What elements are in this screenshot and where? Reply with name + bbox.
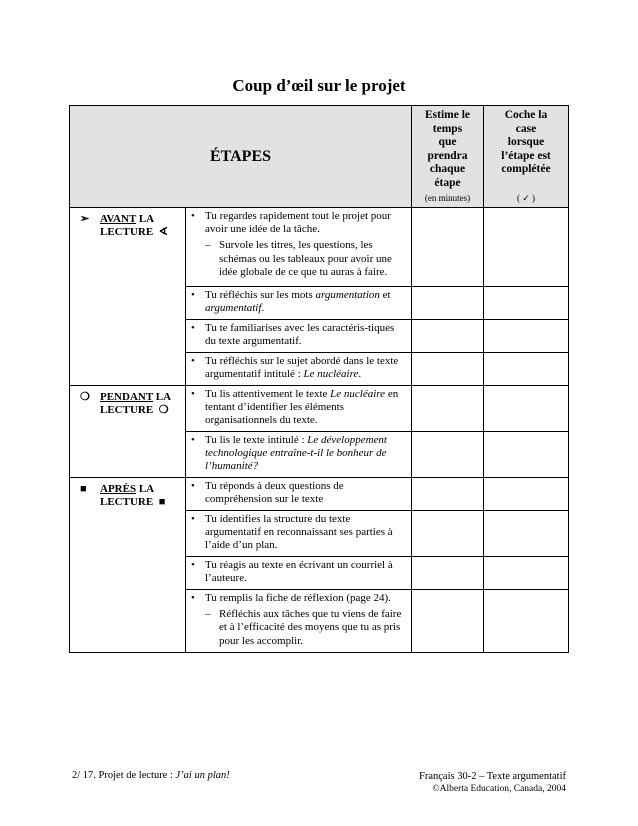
estimate-cell[interactable] — [412, 432, 484, 478]
page-title: Coup d’œil sur le projet — [232, 76, 406, 95]
table-row — [70, 386, 569, 432]
estimate-cell[interactable] — [412, 386, 484, 432]
table-header — [70, 106, 569, 208]
stage-pendant: ❍ PENDANT LA LECTURE ❍ — [70, 386, 186, 478]
table-row — [70, 208, 569, 287]
task-cell: • Tu lis le texte intitulé : Le développement technologique entraîne-t-il le bonheur de l’humanité? — [186, 432, 412, 478]
check-unit: ( ✓ ) — [516, 192, 536, 203]
project-table — [69, 105, 569, 653]
estimate-cell[interactable] — [412, 478, 484, 511]
check-cell[interactable] — [484, 478, 569, 511]
task-cell: • Tu réfléchis sur le sujet abordé dans le texte argumentatif intitulé : Le nucléaire. — [186, 353, 412, 386]
check-cell[interactable] — [484, 557, 569, 590]
circle-icon: ❍ — [80, 391, 90, 403]
task-cell: • Tu réponds à deux questions de compréhension sur le texte — [186, 478, 412, 511]
angle-icon: ∢ — [158, 226, 168, 239]
check-cell[interactable] — [484, 208, 569, 287]
check-cell[interactable] — [484, 590, 569, 653]
estimate-cell[interactable] — [412, 208, 484, 287]
square-icon: ■ — [158, 496, 166, 509]
check-cell[interactable] — [484, 353, 569, 386]
check-cell[interactable] — [484, 320, 569, 353]
task-cell: • Tu réagis au texte en écrivant un courriel à l’auteure. — [186, 557, 412, 590]
table-row — [70, 478, 569, 511]
task-cell: • Tu identifies la structure du texte argumentatif en reconnaissant ses parties à l’aide d’un plan. — [186, 511, 412, 557]
estimate-cell[interactable] — [412, 287, 484, 320]
check-heading: Coche la case lorsque l’étape est complétée ( ✓ ) — [484, 106, 569, 208]
check-cell[interactable] — [484, 386, 569, 432]
estimate-cell[interactable] — [412, 511, 484, 557]
estimate-cell[interactable] — [412, 557, 484, 590]
task-cell: • Tu remplis la fiche de réflexion (page 24). – Réfléchis aux tâches que tu viens de faire et à l’efficacité des moyens que tu as pris pour les accomplir. — [186, 590, 412, 653]
check-cell[interactable] — [484, 287, 569, 320]
task-cell: • Tu te familiarises avec les caractéris-tiques du texte argumentatif. — [186, 320, 412, 353]
estimate-cell[interactable] — [412, 353, 484, 386]
arrow-icon: ➢ — [80, 213, 90, 225]
stage-apres: ■ APRÈS LA LECTURE ■ — [70, 478, 186, 653]
task-cell: • Tu lis attentivement le texte Le nucléaire en tentant d’identifier les éléments organisationnels du texte. — [186, 386, 412, 432]
etapes-heading: ÉTAPES — [70, 106, 412, 208]
task-cell: • Tu regardes rapidement tout le projet pour avoir une idée de la tâche. – Survole les titres, les questions, les schémas ou les tableaux pour avoir une idée globale de ce que tu auras à faire. — [186, 208, 412, 287]
stage-avant: ➢ AVANT LA LECTURE ∢ — [70, 208, 186, 386]
circle-icon: ❍ — [158, 404, 169, 417]
estimate-cell[interactable] — [412, 590, 484, 653]
task-cell: • Tu réfléchis sur les mots argumentation et argumentatif. — [186, 287, 412, 320]
footer-left: 2/ 17. Projet de lecture : J’ai un plan! — [72, 770, 230, 781]
check-cell[interactable] — [484, 432, 569, 478]
estimate-heading: Estime le temps que prendra chaque étape (en minutes) — [412, 106, 484, 208]
estimate-cell[interactable] — [412, 320, 484, 353]
estimate-unit: (en minutes) — [424, 192, 471, 203]
footer-right: Français 30-2 – Texte argumentatif ©Alberta Education, Canada, 2004 — [419, 771, 566, 794]
square-icon: ■ — [80, 483, 87, 495]
check-cell[interactable] — [484, 511, 569, 557]
